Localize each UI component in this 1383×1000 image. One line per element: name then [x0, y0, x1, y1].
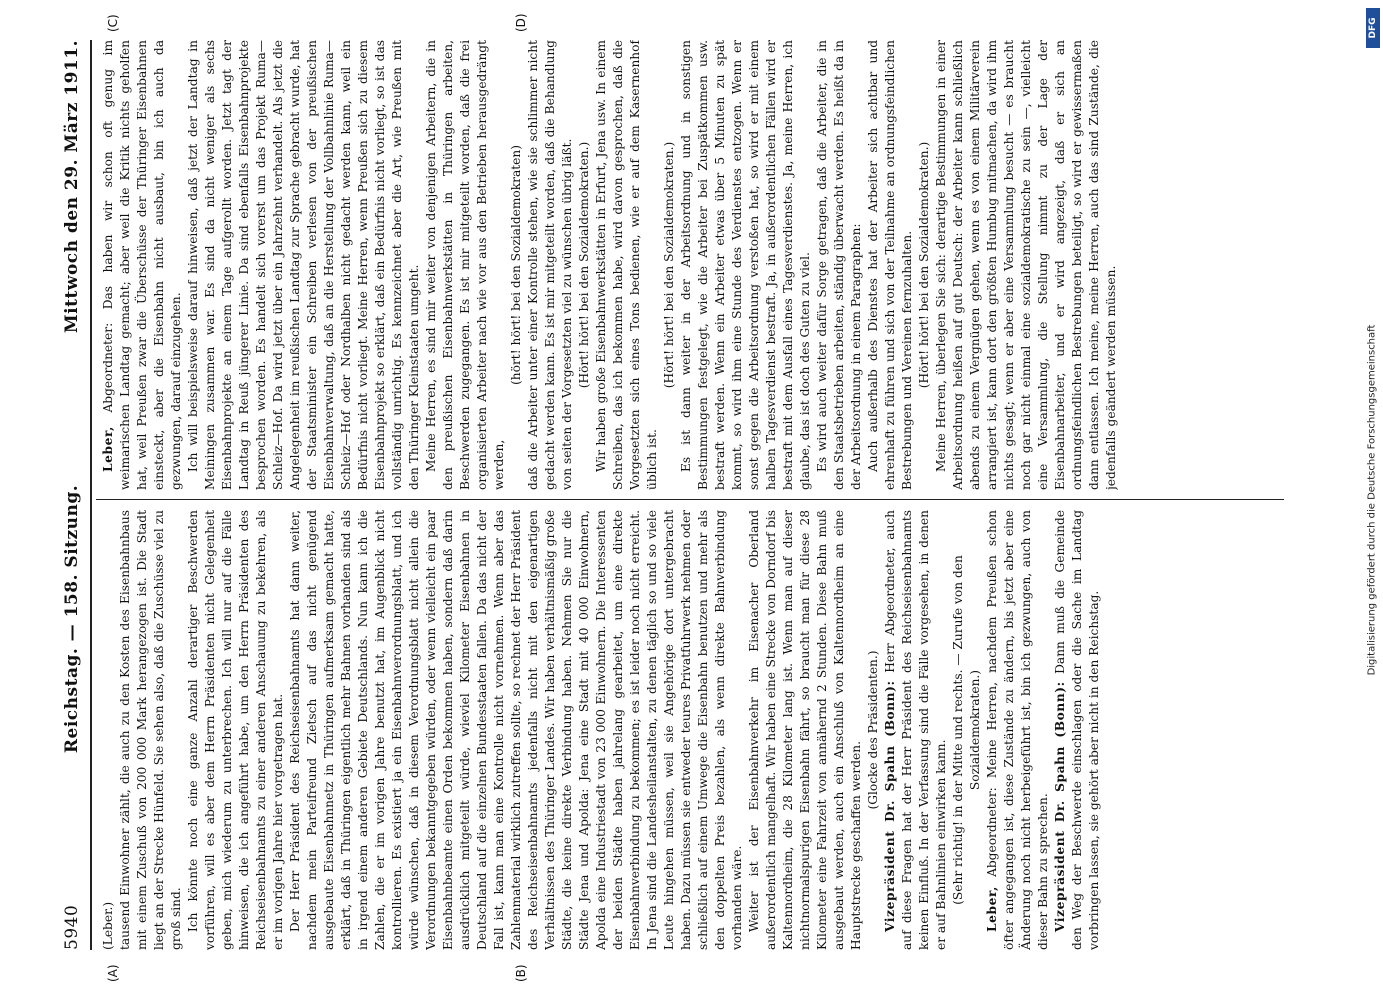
margin-marker-a: (A) [106, 964, 120, 982]
paragraph: Ich könnte noch eine ganze Anzahl derartiger Beschwerden vorführen, will es aber dem Herrn Präsidenten nicht Gelegenheit geben, mich wiederum zu unterbrechen. Ich will nur auf die Fälle hinweisen, die ich angeführt habe, um den Herrn Präsidenten des Reichseisenbahnamts zu einer anderen Anschauung zu bekehren, als er im vorigen Jahre hier vorgetragen hat. [186, 510, 285, 950]
right-column [100, 40, 1288, 490]
margin-marker-c: (C) [106, 14, 120, 32]
speaker-name: Vizepräsident Dr. Spahn (Bonn): [1053, 681, 1067, 932]
paragraph: tausend Einwohner zählt, die auch zu den Kosten des Eisenbahnbaus mit einem Zuschuß von 200 000 Mark herangezogen ist. Die Stadt liegt an der Strecke Hünfeld. Sie sehen also, daß die Zuschüsse viel zu groß sind. [118, 510, 183, 950]
paragraph: Meine Herren, es sind mir weiter von denjenigen Arbeitern, die in den preußischen Eisenbahnwerkstätten in Thüringen arbeiten, Beschwerden zugegangen. Es ist mir mitgeteilt worden, daß die frei organisierten Arbeiter nach wie vor aus den Betrieben herausgedrängt werden, [424, 40, 506, 490]
dfg-logo-text: DFG [1368, 17, 1378, 39]
rotated-page [54, 10, 1294, 990]
header-rule [90, 40, 92, 950]
paragraph: Ich will beispielsweise darauf hinweisen, daß jetzt der Landtag in Meiningen zusammen war. Es sind da nicht weniger als sechs Eisenbahnprojekte an einem Tage aufgerollt worden. Jetzt tagt der Landtag in Reuß jüngerer Linie. Da sind ebenfalls Eisenbahnprojekte besprochen worden. Es handelt sich vorerst um das Projekt Ruma—Schleiz—Hof. Da wird jetzt über ein Jahrzehnt verhandelt. Als jetzt die Angelegenheit im reußischen Landtag zur Sprache gebracht wurde, hat der Staatsminister ein Schreiben verlesen von der preußischen Eisenbahnverwaltung, daß an die Herstellung der Vollbahnlinie Ruma—Schleiz—Hof oder Nordhalben nicht gedacht werden kann, weil ein Bedürfnis nicht vorliegt. Meine Herren, wenn Preußen sich zu diesem Eisenbahnprojekt so erklärt, daß ein Bedürfnis nicht vorliegt, so ist das vollständig unrichtig. Es kennzeichnet aber die Art, wie Preußen mit den Thüringer Kleinstaaten umgeht. [186, 40, 421, 490]
speech-text: Abgeordneter: Das haben wir schon oft genug im weimarischen Landtag gemacht; aber weil die Kritik nichts geholfen hat, weil Preußen zwar die Überschüsse der Thüringer Eisenbahnen einsteckt, aber die Eisenbahn nicht ausbaut, bin ich auch da gezwungen, darauf einzugehen. [101, 40, 183, 490]
session-title: Reichstag. — 158. Sitzung. [62, 484, 82, 754]
digitization-note [1365, 10, 1379, 990]
paragraph: Es wird auch weiter dafür Sorge getragen, daß die Arbeiter, die in den Staatsbetrieben arbeiten, ständig überwacht werden. Es heißt da in der Arbeitsordnung in einem Paragraphen: [815, 40, 863, 490]
interjection: (Glocke des Präsidenten.) [866, 650, 880, 810]
paragraph: Der Herr Präsident des Reichseisenbahnamts hat dann weiter, nachdem mein Parteifreund Zietsch auf das nicht genügend ausgebaute Eisenbahnnetz in Thüringen aufmerksam gemacht hatte, erklärt, daß in Thüringen eigentlich mehr Bahnen vorhanden sind als in irgend einem anderen Gebiete Deutschlands. Nun kann ich die Zahlen, die er im vorigen Jahre benutzt hat, im Augenblick nicht kontrollieren. Es existiert ja ein Eisenbahnverordnungsblatt, und ich würde wünschen, daß in diesem Verordnungsblatt nicht allein die Verordnungen bekanntgegeben würden, oder wenn vielleicht ein paar Eisenbahnbeamte einen Orden bekommen haben, sondern daß darin ausdrücklich mitgeteilt würde, wieviel Kilometer Eisenbahnen in Deutschland auf die einzelnen Bundesstaaten fallen. Da das nicht der Fall ist, kann man eine Kontrolle nicht vornehmen. Wenn aber das Zahlenmaterial wirklich zutreffen sollte, so rechnet der Herr Präsident des Reichseisenbahnamts jedenfalls nicht mit den eigenartigen Verhältnissen des Thüringer Landes. Wir haben verhältnismäßig große Städte, die keine direkte Verbindung haben. Nehmen Sie nur die Städte Jena und Apolda: Jena eine Stadt mit 40 000 Einwohnern, Apolda eine Industriestadt von 23 000 Einwohnern. Die Interessenten der beiden Städte haben jahrelang gearbeitet, um eine direkte Eisenbahnverbindung zu bekommen; es ist leider noch nicht erreicht. In Jena sind die Landesheilanstalten, zu denen täglich so und so viele Leute hingehen müssen, weil sie Angehörige dort untergebracht haben. Dazu müssen sie entweder teures Privatfuhrwerk nehmen oder schließlich auf einem Umwege die Eisenbahn benutzen und mehr als den doppelten Preis bezahlen, als wenn direkte Bahnverbindung vorhanden wäre. [288, 510, 744, 950]
interjection: (hört! hört! bei den Sozialdemokraten) [509, 145, 523, 385]
speech-text: Dann muß die Gemeinde den Weg der Beschwerde einschlagen oder die Sache im Landtag vorbringen lassen, sie gehört aber nicht in den Reichstag. [1053, 510, 1101, 950]
interjection: (Hört! hört! bei den Sozialdemokraten.) [662, 141, 676, 389]
speaker-name: Leber, [985, 886, 999, 932]
margin-marker-b: (B) [514, 964, 528, 982]
speaker-tag: (Leber.) [101, 901, 115, 950]
speaker-name: Leber, [101, 426, 115, 472]
page-header [54, 40, 90, 950]
speaker-name: Vizepräsident Dr. Spahn (Bonn): [883, 680, 897, 932]
paragraph: Meine Herren, überlegen Sie sich: derartige Bestimmungen in einer Arbeitsordnung heißen auf gut Deutsch: der Arbeiter kann schließlich abends zu einem Vergnügen gehen, wenn es von einem Militärverein arrangiert ist, kann dort den größten Humbug mitmachen, da wird ihm nichts gesagt; wenn er aber eine Versammlung besucht — es braucht noch gar nicht einmal eine sozialdemokratische zu sein —, vielleicht eine Versammlung, die Stellung nimmt zu der Lage der Eisenbahnarbeiter, und er wird angezeigt, daß er sich an ordnungsfeindlichen Bestrebungen beteiligt, so wird er gewissermaßen dann entlassen. Ich meine, meine Herren, auch das sind Zustände, die jedenfalls geändert werden müssen. [934, 40, 1118, 490]
speech-text: Herr Abgeordneter, auch auf diese Fragen hat der Herr Präsident des Reichseisenbahnamts keinen Einfluß. In der Verfassung sind die Fälle vorgesehen, in denen er auf Bahnlinien einwirken kann. [883, 510, 948, 950]
session-date: Mittwoch den 29. März 1911. [62, 40, 82, 334]
column-divider [96, 499, 1284, 500]
speech-text: Abgeordneter: Meine Herren, nachdem Preußen schon öfter angegangen ist, diese Zustände zu ändern, bis jetzt aber eine Änderung noch nicht herbeigeführt ist, bin ich gezwungen, auch von dieser Bahn zu sprechen. [985, 510, 1050, 950]
page-number: 5940 [62, 904, 82, 950]
quoted-paragraph: Auch außerhalb des Dienstes hat der Arbeiter sich achtbar und ehrenhaft zu führen und sich von der Teilnahme an ordnungsfeindlichen Bestrebungen und Vereinen fernzuhalten. [866, 40, 914, 490]
margin-marker-d: (D) [514, 13, 528, 32]
left-column [100, 510, 1288, 950]
interjection: (Hört! hört! bei den Sozialdemokraten.) [917, 141, 931, 389]
interjection: (Sehr richtig! in der Mitte und rechts. — Zurufe von den Sozialdemokraten.) [951, 555, 982, 905]
paragraph: daß die Arbeiter unter einer Kontrolle stehen, wie sie schlimmer nicht gedacht werden kann. Es ist mir mitgeteilt worden, daß die Behandlung von seiten der Vorgesetzten viel zu wünschen übrig läßt. [526, 40, 574, 490]
paragraph: Es ist dann weiter in der Arbeitsordnung und in sonstigen Bestimmungen festgelegt, wie die Arbeiter bei Zuspätkommen usw. bestraft werden. Wenn ein Arbeiter etwas über 5 Minuten zu spät kommt, so wird ihm eine Stunde des Verdienstes entzogen. Wenn er sonst gegen die Arbeitsordnung verstoßen hat, so wird er mit einem halben Tagesverdienst bestraft. Ja, in außerordentlichen Fällen wird er bestraft mit dem Ausfall eines Tagesverdienstes. Ja, meine Herren, ich glaube, das ist doch des Guten zu viel. [679, 40, 812, 490]
interjection: (Hört! hört! bei den Sozialdemokraten.) [577, 141, 591, 389]
digitization-note-text: Digitalisierung gefördert durch die Deutsche Forschungsgemeinschaft [1366, 324, 1378, 676]
paragraph: Weiter ist der Eisenbahnverkehr im Eisenacher Oberland außerordentlich mangelhaft. Wir haben eine Strecke von Dorndorf bis Kaltennordheim, die 28 Kilometer lang ist. Wenn man auf dieser nichtnormalspurigen Eisenbahn fährt, so braucht man für diese 28 Kilometer eine Fahrzeit von annähernd 2 Stunden. Diese Bahn muß ausgebaut werden, auch ein Anschluß von Kaltennordheim an eine Hauptstrecke geschaffen werden. [747, 510, 863, 950]
paragraph: Wir haben große Eisenbahnwerkstätten in Erfurt, Jena usw. In einem Schreiben, das ich bekommen habe, wird davon gesprochen, daß die Vorgesetzten sich eines Tons bedienen, wie er auf dem Kasernenhof üblich ist. [594, 40, 659, 490]
